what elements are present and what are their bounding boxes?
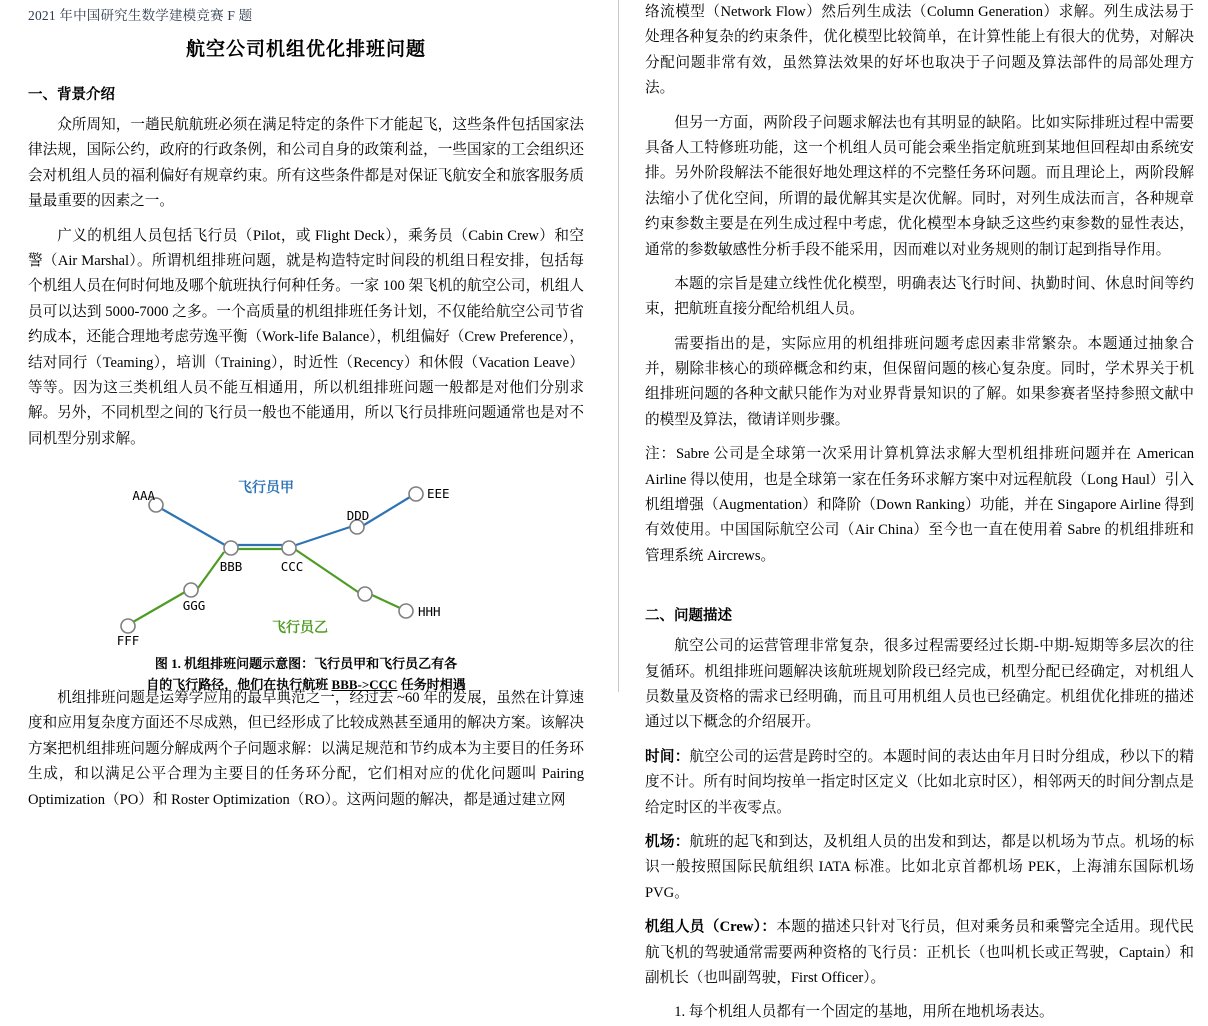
crew-a-label: 飞行员甲 bbox=[238, 481, 294, 497]
list-item-text: 1. 每个机组人员都有一个固定的基地，用所在地机场表达。 bbox=[674, 1004, 1054, 1021]
competition-header: 2021 年中国研究生数学建模竞赛 F 题 bbox=[28, 8, 253, 23]
paragraph: 机组排班问题是运筹学应用的最早典范之一，经过去 ~60 年的发展，虽然在计算速度和应用复杂度方面还不尽成熟，但已经形成了比较成熟甚至通用的解决方案。该解决方案把机组排班问题分解成两个子问题求解：以满足规范和节约成本为主要目的任务环生成，和以满足公平合理为主要目的任务环分配，它们相对应的优化问题叫 Pairing Optimization（PO）和 Roster Optimization（RO）。这两问题的解决，都是通过建立网 bbox=[28, 690, 584, 808]
term-text-airport: 航班的起飞和到达，及机组人员的出发和到达，都是以机场为节点。机场的标识一般按照国际民航组织 IATA 标准。比如北京首都机场 PEK，上海浦东国际机场 PVG。 bbox=[645, 833, 1194, 901]
numbered-list bbox=[645, 1000, 1194, 1025]
paragraph-crew bbox=[645, 915, 1194, 991]
term-text-time: 航空公司的运营是跨时空的。本题时间的表达由年月日时分组成，秒以下的精度不计。所有时间均按单一指定时区定义（比如北京时区），相邻两天的时间分割点是给定时区的半夜零点。 bbox=[645, 748, 1194, 816]
node-label-HHH: HHH bbox=[418, 604, 441, 620]
paragraph-airport bbox=[645, 830, 1194, 906]
figure-crew-pairing bbox=[28, 470, 584, 692]
right-column bbox=[619, 0, 1208, 1021]
page-title: 航空公司机组优化排班问题 bbox=[185, 39, 426, 60]
spacer bbox=[645, 578, 1194, 604]
node-label-FFF: FFF bbox=[116, 633, 140, 649]
crew-b-label: 飞行员乙 bbox=[272, 621, 328, 637]
section-heading-problem: 二、问题描述 bbox=[645, 608, 732, 625]
paragraph: 众所周知，一趟民航航班必须在满足特定的条件下才能起飞，这些条件包括国家法律法规，国际公约，政府的行政条例，和公司自身的政策利益，一些国家的工会组织还会对机组人员的福利偏好有规章约束。所有这些条件都是对保证飞航安全和旅客服务质量最重要的因素之一。 bbox=[28, 117, 584, 210]
node-label-GGG: GGG bbox=[182, 598, 206, 614]
figure-caption-line2: 自的飞行路径，他们在执行航班 BBB->CCC 任务时相遇 bbox=[146, 676, 466, 692]
paragraph-note: 注：Sabre 公司是全球第一次采用计算机算法求解大型机组排班问题并在 American Airline 得以使用，也是全球第一家在任务环求解方案中对远程航段（Long Haul）引入机组增强（Augmentation）和降阶（Down Ranking）功能，并在 Singapore Airline 得到有效使用。中国国际航空公司（Air China）至今也一直在使用着 Sabre 的机组排班和管理系统 Aircrews。 bbox=[645, 446, 1194, 564]
paragraph-time bbox=[645, 745, 1194, 821]
left-column bbox=[0, 0, 618, 808]
node-label-DDD: DDD bbox=[346, 508, 370, 524]
node-label-BBB: BBB bbox=[219, 559, 243, 575]
paragraph: 广义的机组人员包括飞行员（Pilot，或 Flight Deck），乘务员（Cabin Crew）和空警（Air Marshal）。所谓机组排班问题，就是构造特定时间段的机组日程安排，包括每个机组人员在何时何地及哪个航班执行何种任务。一家 100 架飞机的航空公司，机组人员可以达到 5000-7000 之多。一个高质量的机组排班任务计划，不仅能给航空公司节省约成本，还能合理地考虑劳逸平衡（Work-life Balance），机组偏好（Crew Preference），结对同行（Teaming），培训（Training），时近性（Recency）和休假（Vacation Leave）等等。因为这三类机组人员不能互相通用，所以机组排班问题一般都是对他们分别求解。另外，不同机型之间的飞行员一般也不能通用，所以飞行员排班问题通常也是对不同机型分别求解。 bbox=[28, 227, 584, 447]
paragraph: 本题的宗旨是建立线性优化模型，明确表达飞行时间、执勤时间、休息时间等约束，把航班直接分配给机组人员。 bbox=[645, 275, 1194, 318]
node-label-AAA: AAA bbox=[132, 488, 155, 504]
figure-caption-line1: 图 1. 机组排班问题示意图：飞行员甲和飞行员乙有各 bbox=[154, 656, 458, 672]
section-heading-background: 一、背景介绍 bbox=[28, 87, 115, 103]
paragraph: 需要指出的是，实际应用的机组排班问题考虑因素非常繁杂。本题通过抽象合并，剔除非核心的琐碎概念和约束，但保留问题的核心复杂度。同时，学术界关于机组排班问题的各种文献只能作为对业界背景知识的了解。如果参赛者坚持参照文献中的模型及算法，徵请详则步骤。 bbox=[645, 335, 1194, 428]
node-label-EEE: EEE bbox=[427, 486, 450, 502]
term-text-crew: 本题的描述只针对飞行员，但对乘务员和乘警完全适用。现代民航飞机的驾驶通常需要两种资格的飞行员：正机长（也叫机长或正驾驶，Captain）和副机长（也叫副驾驶，First Officer）。 bbox=[645, 919, 1194, 986]
paragraph: 航空公司的运营管理非常复杂，很多过程需要经过长期-中期-短期等多层次的往复循环。机组排班问题解决该航班规划阶段已经完成，机型分配已经确定，对机组人员数量及资格的需求已经明确，而且可用机组人员也已经确定。机组优化排班的描述通过以下概念的介绍展开。 bbox=[645, 638, 1194, 731]
figure-graphic bbox=[28, 470, 584, 652]
paragraph: 但另一方面，两阶段子问题求解法也有其明显的缺陷。比如实际排班过程中需要具备人工特修班功能，这一个机组人员可能会乘坐指定航班到某地但回程却由系统安排。另外阶段解法不能很好地处理这样的不完整任务环问题。而且理论上，两阶段解法缩小了优化空间，所谓的最优解其实是次优解。同时，对列生成法而言，各种规章约束参数主要是在列生成过程中考虑，优化模型本身缺乏这些约束参数的显性表达，通常的参数敏感性分析手段不能采用，因而难以对业务规则的制订起到指导作用。 bbox=[645, 114, 1194, 258]
term-label-time: 时间： bbox=[645, 748, 690, 765]
paragraph: 络流模型（Network Flow）然后列生成法（Column Generation）求解。列生成法易于处理各种复杂的约束条件，优化模型比较简单，在计算性能上有很大的优势，对解决分配问题非常有效，虽然算法效果的好坏也取决于子问题及算法部件的局部处理方法。 bbox=[645, 4, 1194, 97]
list-item bbox=[645, 1000, 1194, 1025]
term-label-airport: 机场： bbox=[645, 833, 690, 850]
node-label-CCC: CCC bbox=[280, 559, 304, 575]
term-label-crew: 机组人员（Crew）： bbox=[645, 919, 777, 936]
